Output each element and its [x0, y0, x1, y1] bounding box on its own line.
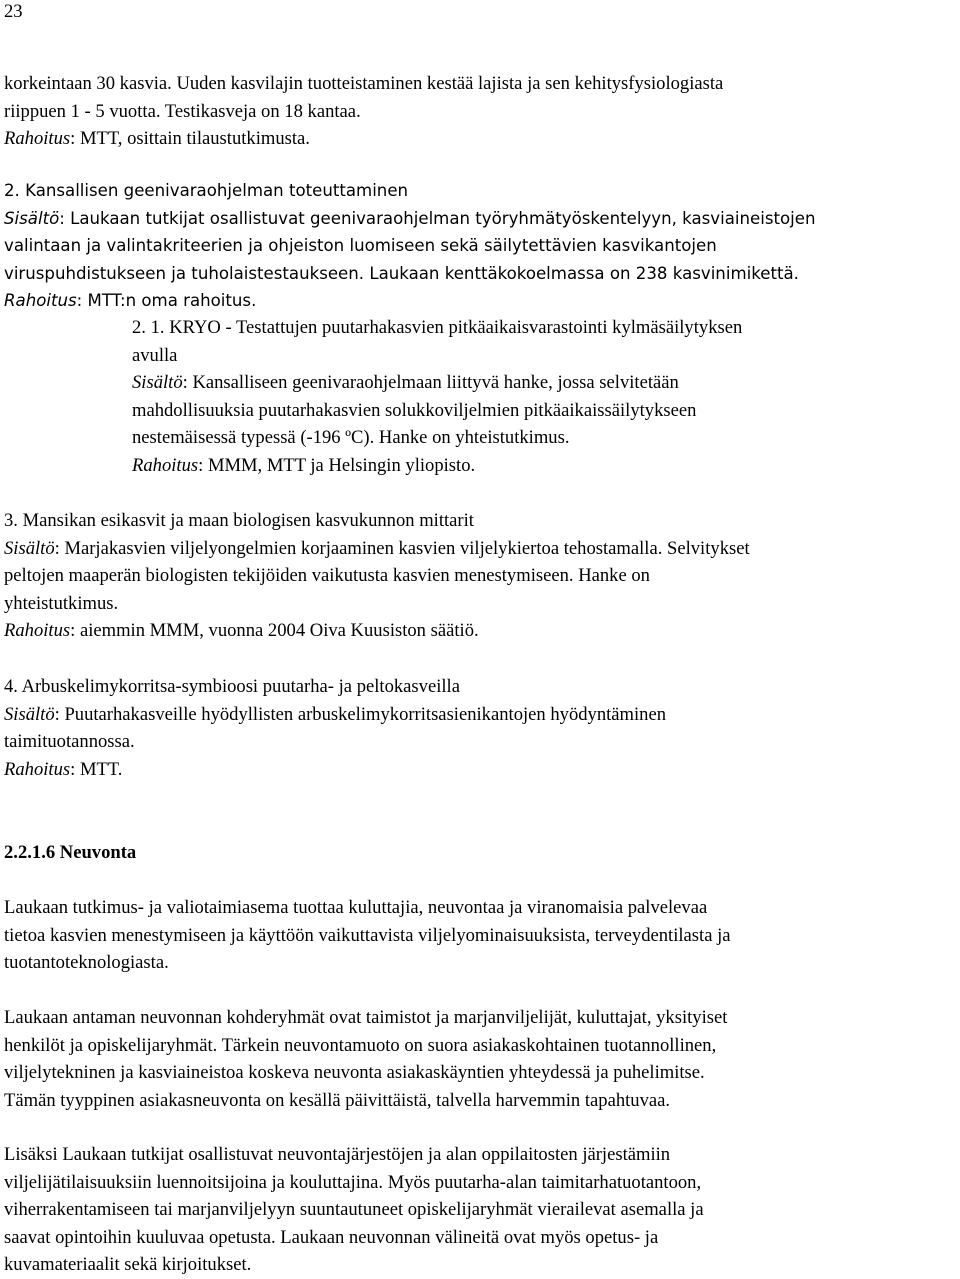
rahoitus-label: Rahoitus [132, 454, 199, 476]
sisalto-text: : Laukaan tutkijat osallistuvat geenivaraohjelman työryhmätyöskentelyyn, kasviaineistojen [59, 208, 816, 228]
item-2-rahoitus [4, 287, 956, 315]
item-2-1-rahoitus [132, 452, 956, 480]
rahoitus-text: : aiemmin MMM, vuonna 2004 Oiva Kuusiston säätiö. [70, 620, 479, 641]
item-4-sisalto [4, 701, 956, 729]
item-3 [4, 507, 956, 645]
paragraph-2-line-2: henkilöt ja opiskelijaryhmät. Tärkein neuvontamuoto on suora asiakaskohtainen tuotannollinen, [4, 1034, 717, 1056]
item-2 [4, 177, 956, 315]
item-2-line-2: valintaan ja valintakriteerien ja ohjeiston luomiseen sekä säilytettävien kasvikantojen [4, 236, 717, 255]
item-4-title: 4. Arbuskelimykorritsa-symbioosi puutarha- ja peltokasveilla [4, 676, 460, 697]
paragraph-2-line-3: viljelytekninen ja kasviaineistoa koskeva neuvonta asiakaskäyntien yhteydessä ja puhelimitse. [4, 1062, 705, 1083]
page-number: 23 [4, 1, 23, 22]
item-2-sisalto [4, 205, 956, 233]
sisalto-label: Sisältö [4, 208, 60, 228]
item-2-1 [132, 314, 956, 479]
item-2-title: 2. Kansallisen geenivaraohjelman toteuttaminen [4, 181, 409, 200]
paragraph-1-line-2: tietoa kasvien menestymiseen ja käyttöön vaikuttavista viljelyominaisuuksista, terveydentilasta ja [4, 924, 731, 946]
paragraph-1-line-3: tuotantoteknologiasta. [4, 952, 169, 973]
paragraph-3-line-3: viherrakentamiseen tai marjanviljelyyn suuntautuneet opiskelijaryhmät vierailevat asemalla ja [4, 1199, 704, 1220]
paragraph-2 [4, 1004, 956, 1114]
paragraph-3 [4, 1141, 956, 1279]
rahoitus-label: Rahoitus [4, 758, 71, 780]
paragraph-1-line-1: Laukaan tutkimus- ja valiotaimiasema tuottaa kuluttajia, neuvontaa ja viranomaisia palvelevaa [4, 897, 708, 918]
item-4-line-2: taimituotannossa. [4, 731, 135, 752]
item-3-title: 3. Mansikan esikasvit ja maan biologisen kasvukunnon mittarit [4, 510, 474, 531]
item-2-1-line-3: nestemäisessä typessä (-196 ºC). Hanke on yhteistutkimus. [132, 427, 570, 448]
paragraph-2-line-1: Laukaan antaman neuvonnan kohderyhmät ovat taimistot ja marjanviljelijät, kuluttajat, yksityiset [4, 1007, 728, 1028]
intro-paragraph [4, 70, 956, 153]
rahoitus-text: : MTT. [70, 758, 123, 780]
paragraph-3-line-2: viljelijätilaisuuksiin luennoitsijoina ja kouluttajina. Myös puutarha-alan taimitarhatuotantoon, [4, 1171, 702, 1193]
item-2-1-sisalto [132, 369, 956, 397]
item-4-rahoitus [4, 756, 956, 784]
item-3-line-2: peltojen maaperän biologisten tekijöiden vaikutusta kasvien menestymiseen. Hanke on [4, 565, 650, 586]
item-2-1-line-2: mahdollisuuksia puutarhakasvien solukkoviljelmien pitkäaikaissäilytykseen [132, 399, 697, 421]
paragraph-3-line-5: kuvamateriaalit sekä kirjoitukset. [4, 1254, 252, 1275]
sisalto-label: Sisältö [132, 372, 183, 393]
rahoitus-label: Rahoitus [4, 291, 77, 310]
section-heading-block [4, 839, 956, 867]
rahoitus-label: Rahoitus [4, 620, 71, 641]
item-3-rahoitus [4, 617, 956, 645]
item-2-1-title-line-2: avulla [132, 344, 178, 366]
paragraph-3-line-1: Lisäksi Laukaan tutkijat osallistuvat neuvontajärjestöjen ja alan oppilaitosten järjestämiin [4, 1144, 671, 1165]
rahoitus-text: : MTT, osittain tilaustutkimusta. [70, 128, 310, 149]
intro-rahoitus [4, 125, 956, 153]
intro-line-1: korkeintaan 30 kasvia. Uuden kasvilajin tuotteistaminen kestää lajista ja sen kehitysfysiologiasta [4, 73, 724, 94]
section-heading: 2.2.1.6 Neuvonta [4, 842, 137, 863]
sisalto-text: : Marjakasvien viljelyongelmien korjaaminen kasvien viljelykiertoa tehostamalla. Selvitykset [54, 537, 750, 559]
sisalto-text: : Puutarhakasveille hyödyllisten arbuskelimykorritsasienikantojen hyödyntäminen [54, 703, 667, 725]
rahoitus-text: : MTT:n oma rahoitus. [76, 291, 257, 310]
rahoitus-label: Rahoitus [4, 128, 71, 149]
sisalto-label: Sisältö [4, 537, 55, 559]
paragraph-3-line-4: saavat opintoihin kuuluvaa opetusta. Laukaan neuvonnan välineitä ovat myös opetus- ja [4, 1226, 659, 1248]
item-3-line-3: yhteistutkimus. [4, 592, 119, 614]
item-2-line-3: viruspuhdistukseen ja tuholaistestaukseen. Laukaan kenttäkokoelmassa on 238 kasvinimikettä. [4, 263, 799, 283]
sisalto-label: Sisältö [4, 703, 55, 725]
item-3-sisalto [4, 535, 956, 563]
sisalto-text: : Kansalliseen geenivaraohjelmaan liittyvä hanke, jossa selvitetään [182, 372, 679, 393]
paragraph-1 [4, 894, 956, 977]
intro-line-2: riippuen 1 - 5 vuotta. Testikasveja on 18 kantaa. [4, 100, 361, 122]
rahoitus-text: : MMM, MTT ja Helsingin yliopisto. [198, 454, 476, 476]
item-2-1-title-line-1: 2. 1. KRYO - Testattujen puutarhakasvien pitkäaikaisvarastointi kylmäsäilytyksen [132, 317, 743, 338]
paragraph-2-line-4: Tämän tyyppinen asiakasneuvonta on kesällä päivittäistä, talvella harvemmin tapahtuvaa. [4, 1089, 671, 1111]
item-4 [4, 673, 956, 783]
